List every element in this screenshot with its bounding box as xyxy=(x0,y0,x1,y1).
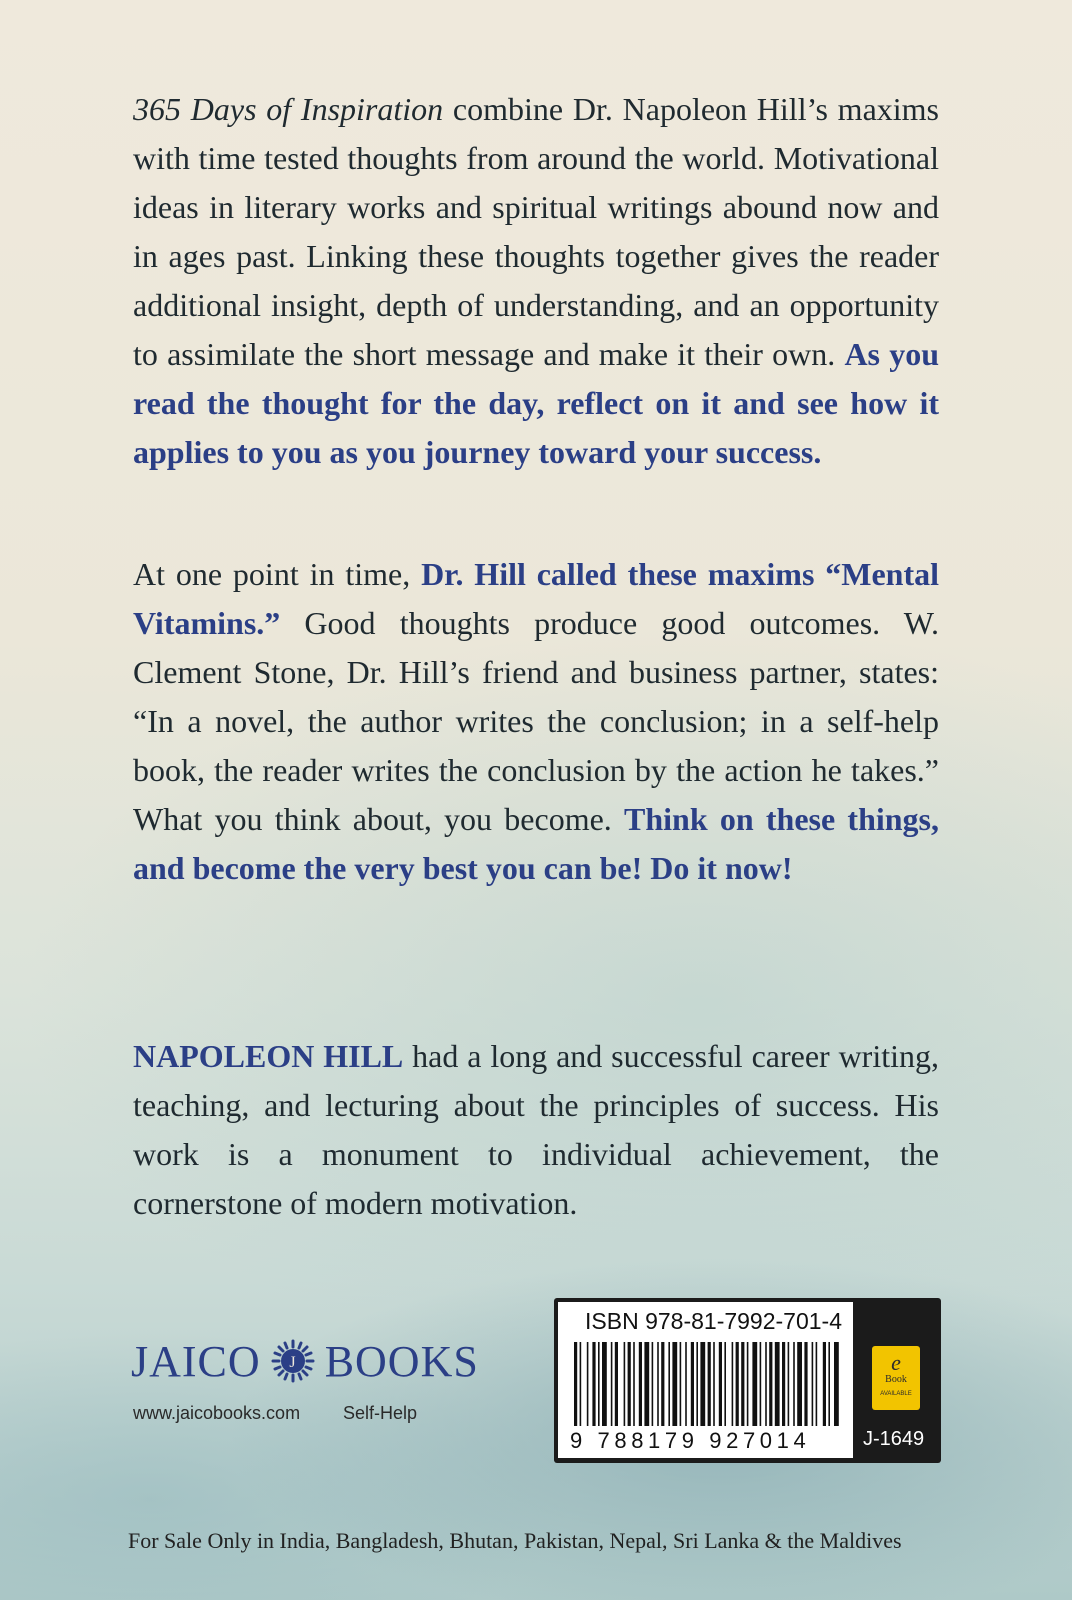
barcode-bar xyxy=(797,1342,802,1426)
mental-vitamins-text-a: At one point in time, xyxy=(133,556,422,592)
barcode-bar xyxy=(775,1342,780,1426)
publisher-name-right: BOOKS xyxy=(324,1336,479,1386)
barcode-bar xyxy=(747,1342,749,1426)
barcode-bar xyxy=(685,1342,687,1426)
publisher-emblem-icon xyxy=(271,1339,315,1383)
intro-highlight: As you read the thought for the day, reflect on it and see how it applies to you as you journey toward your success. xyxy=(133,336,940,470)
barcode-bar xyxy=(812,1342,814,1426)
barcode-bar xyxy=(574,1342,577,1426)
mental-vitamins-paragraph xyxy=(133,550,939,893)
emblem-letter: J xyxy=(289,1354,297,1371)
barcode-bar xyxy=(823,1342,826,1426)
barcode-bar xyxy=(668,1342,670,1426)
barcode-bar xyxy=(587,1342,589,1426)
ebook-word: Book xyxy=(885,1374,907,1385)
barcode-bar xyxy=(724,1342,726,1426)
barcode-bar xyxy=(788,1342,790,1426)
barcode-bar xyxy=(672,1342,677,1426)
barcode-bar xyxy=(752,1342,757,1426)
catalog-code: J-1649 xyxy=(863,1428,925,1450)
mental-vitamins-highlight-b: Think on these things, and become the very best you can be! Do it now! xyxy=(133,801,940,886)
barcode-bar xyxy=(732,1342,734,1426)
barcode-bar xyxy=(696,1342,698,1426)
barcode-bar xyxy=(592,1342,595,1426)
isbn-label: ISBN 978-81-7992-701-4 xyxy=(585,1308,842,1334)
barcode-bar xyxy=(736,1342,739,1426)
barcode-bar xyxy=(691,1342,694,1426)
barcode-area xyxy=(558,1302,853,1458)
barcode-bar xyxy=(782,1342,785,1426)
publisher-website: www.jaicobooks.com xyxy=(133,1403,301,1423)
ebook-e-glyph: e xyxy=(891,1350,901,1375)
barcode-bar xyxy=(652,1342,654,1426)
barcode-bar xyxy=(680,1342,682,1426)
sale-territory-note: For Sale Only in India, Bangladesh, Bhutan, Pakistan, Nepal, Sri Lanka & the Maldives xyxy=(128,1528,902,1553)
barcode-bar xyxy=(816,1342,818,1426)
mental-vitamins-text-b: Good thoughts produce good outcomes. W. Clement Stone, Dr. Hill’s friend and business partner, states: “In a novel, the author writes the conclusion; in a self-help book, the reader writes the conclusion by the action he takes.” What you think about, you become. xyxy=(133,605,939,837)
barcode-bar xyxy=(804,1342,807,1426)
barcode-bar xyxy=(602,1342,607,1426)
publisher-name-left: JAICO xyxy=(131,1336,261,1386)
intro-text: combine Dr. Napoleon Hill’s maxims with time tested thoughts from around the world. Motivational ideas in literary works and spiritual writings abound now and in ages past. Linking these thoughts together gives the reader additional insight, depth of understanding, and an opportunity to assimilate the short message and make it their own. xyxy=(133,91,940,372)
barcode-bar xyxy=(580,1342,582,1426)
barcode-bar xyxy=(765,1342,767,1426)
barcode-bar xyxy=(741,1342,744,1426)
barcode-bar xyxy=(834,1342,839,1426)
barcode-bar xyxy=(611,1342,613,1426)
barcode-bar xyxy=(661,1342,664,1426)
barcode-bar xyxy=(598,1342,600,1426)
barcode-bar xyxy=(628,1342,631,1426)
mental-vitamins-highlight-a: Dr. Hill called these maxims “Mental Vitamins.” xyxy=(133,556,940,641)
barcode-bar xyxy=(719,1342,722,1426)
barcode-bar xyxy=(828,1342,830,1426)
barcode-bars xyxy=(572,1342,842,1430)
barcode-panel xyxy=(554,1298,941,1463)
author-name: NAPOLEON HILL xyxy=(133,1038,404,1074)
barcode-bar xyxy=(624,1342,626,1426)
barcode-bar xyxy=(760,1342,762,1426)
author-bio-paragraph xyxy=(133,1032,939,1228)
barcode-digits: 9 788179 927014 xyxy=(570,1428,811,1453)
ebook-available-badge xyxy=(872,1346,920,1410)
book-genre: Self-Help xyxy=(343,1403,418,1423)
author-bio-text: had a long and successful career writing, teaching, and lecturing about the principles of success. His work is a monument to individual achievement, the cornerstone of modern motivation. xyxy=(133,1038,940,1221)
barcode-bar xyxy=(639,1342,642,1426)
barcode-bar xyxy=(769,1342,772,1426)
barcode-bar xyxy=(633,1342,635,1426)
ebook-available-text: AVAILABLE xyxy=(880,1391,912,1397)
barcode-bar xyxy=(644,1342,649,1426)
book-title-italic: 365 Days of Inspiration xyxy=(133,91,444,127)
publisher-logo xyxy=(131,1335,521,1387)
intro-paragraph xyxy=(133,85,939,477)
barcode-bar xyxy=(657,1342,659,1426)
barcode-bar xyxy=(700,1342,705,1426)
barcode-bar xyxy=(615,1342,618,1426)
barcode-bar xyxy=(713,1342,715,1426)
barcode-bar xyxy=(793,1342,795,1426)
barcode-bar xyxy=(708,1342,711,1426)
